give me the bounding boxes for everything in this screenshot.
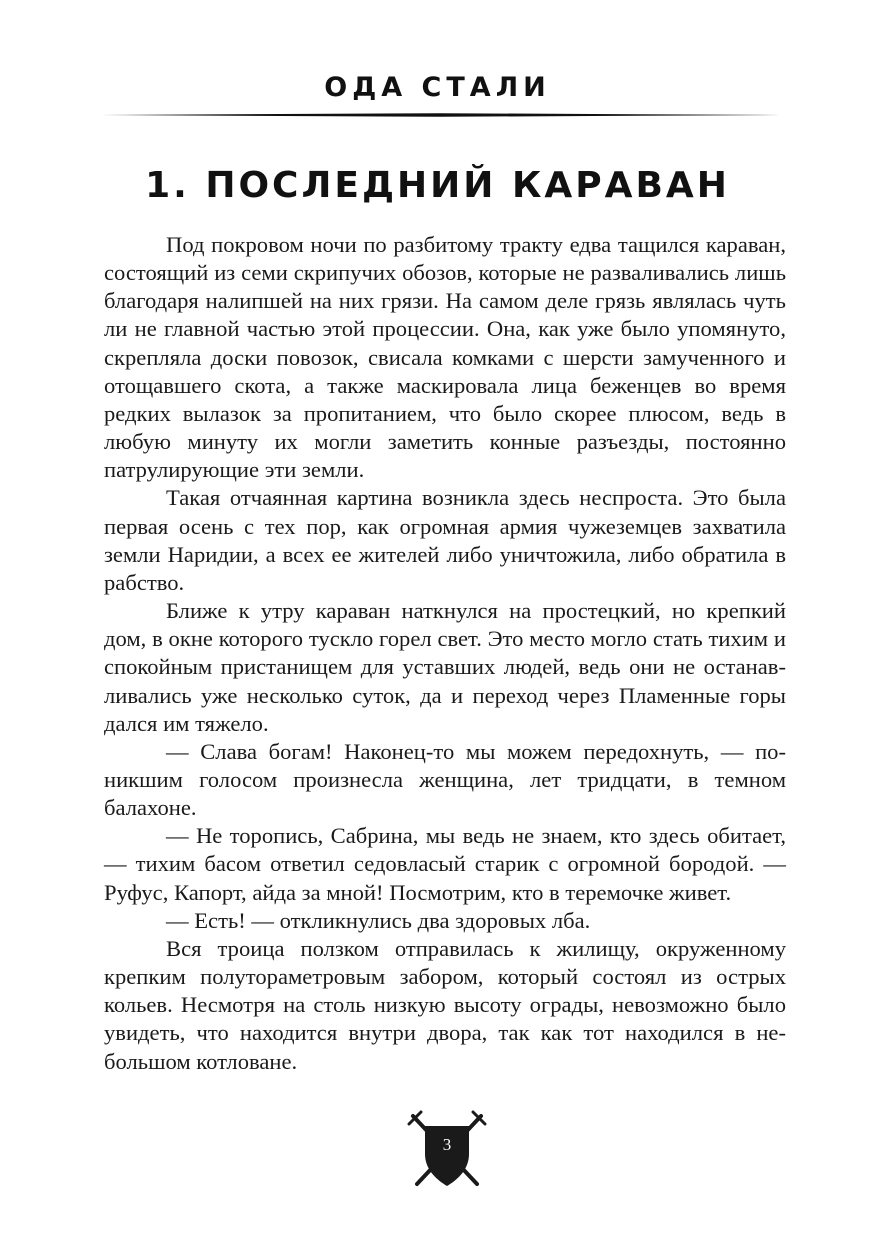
running-title: ОДА СТАЛИ bbox=[324, 72, 551, 103]
paragraph: Такая отчаянная картина возникла здесь неспроста. Это была первая осень с тех пор, как огромная армия чужеземцев захватила земли Наридии, а всех ее жителей либо уничтожила, либо обратила в рабство. bbox=[104, 485, 786, 595]
chapter-body bbox=[104, 231, 786, 1076]
paragraph: Ближе к утру караван наткнулся на простецкий, но крепкий дом, в окне которого тускло горел свет. Это место могло стать тихим и спокойным пристанищем для уставших людей, ведь они не останавливались уже несколько суток, да и переход через Пламенные горы дался им тяжело. bbox=[104, 598, 786, 736]
paragraph: Под покровом ночи по разбитому тракту едва тащился караван, состоящий из семи скрипучих обозов, которые не разваливались лишь благодаря налипшей на них грязи. На самом деле грязь являлась чуть ли не главной частью этой процессии. Она, как уже было упомянуто, скрепляла доски повозок, свисала комками с шерсти замученного и отощавшего скота, а также маскировала лица беженцев во время редких вылазок за пропитанием, что было скорее плюсом, ведь в любую минуту их могли заметить конные разъезды, постоянно патрулирующие эти земли. bbox=[104, 232, 786, 483]
dialogue-paragraph: — Есть! — откликнулись два здоровых лба. bbox=[166, 907, 591, 933]
page-number: 3 bbox=[442, 1135, 452, 1154]
dialogue-paragraph: — Не торопись, Сабрина, мы ведь не знаем, кто здесь обитает, — тихим басом ответил седовласый старик с огромной бородой. — Руфус, Капорт, айда за мной! Посмотрим, кто в теремочке живет. bbox=[104, 823, 786, 905]
paragraph: Вся троица ползком отправилась к жилищу, окруженному крепким полутораметровым забором, который состоял из острых кольев. Несмотря на столь низкую высоту ограды, невозможно было увидеть, что находится внутри двора, так как тот находился в небольшом котловане. bbox=[104, 935, 786, 1074]
chapter-title: 1. ПОСЛЕДНИЙ КАРАВАН bbox=[145, 165, 730, 206]
header-rule bbox=[100, 111, 780, 119]
dialogue-paragraph: — Слава богам! Наконец-то мы можем передохнуть, — поникшим голосом произнесла женщина, лет тридцати, в темном балахоне. bbox=[104, 738, 786, 821]
